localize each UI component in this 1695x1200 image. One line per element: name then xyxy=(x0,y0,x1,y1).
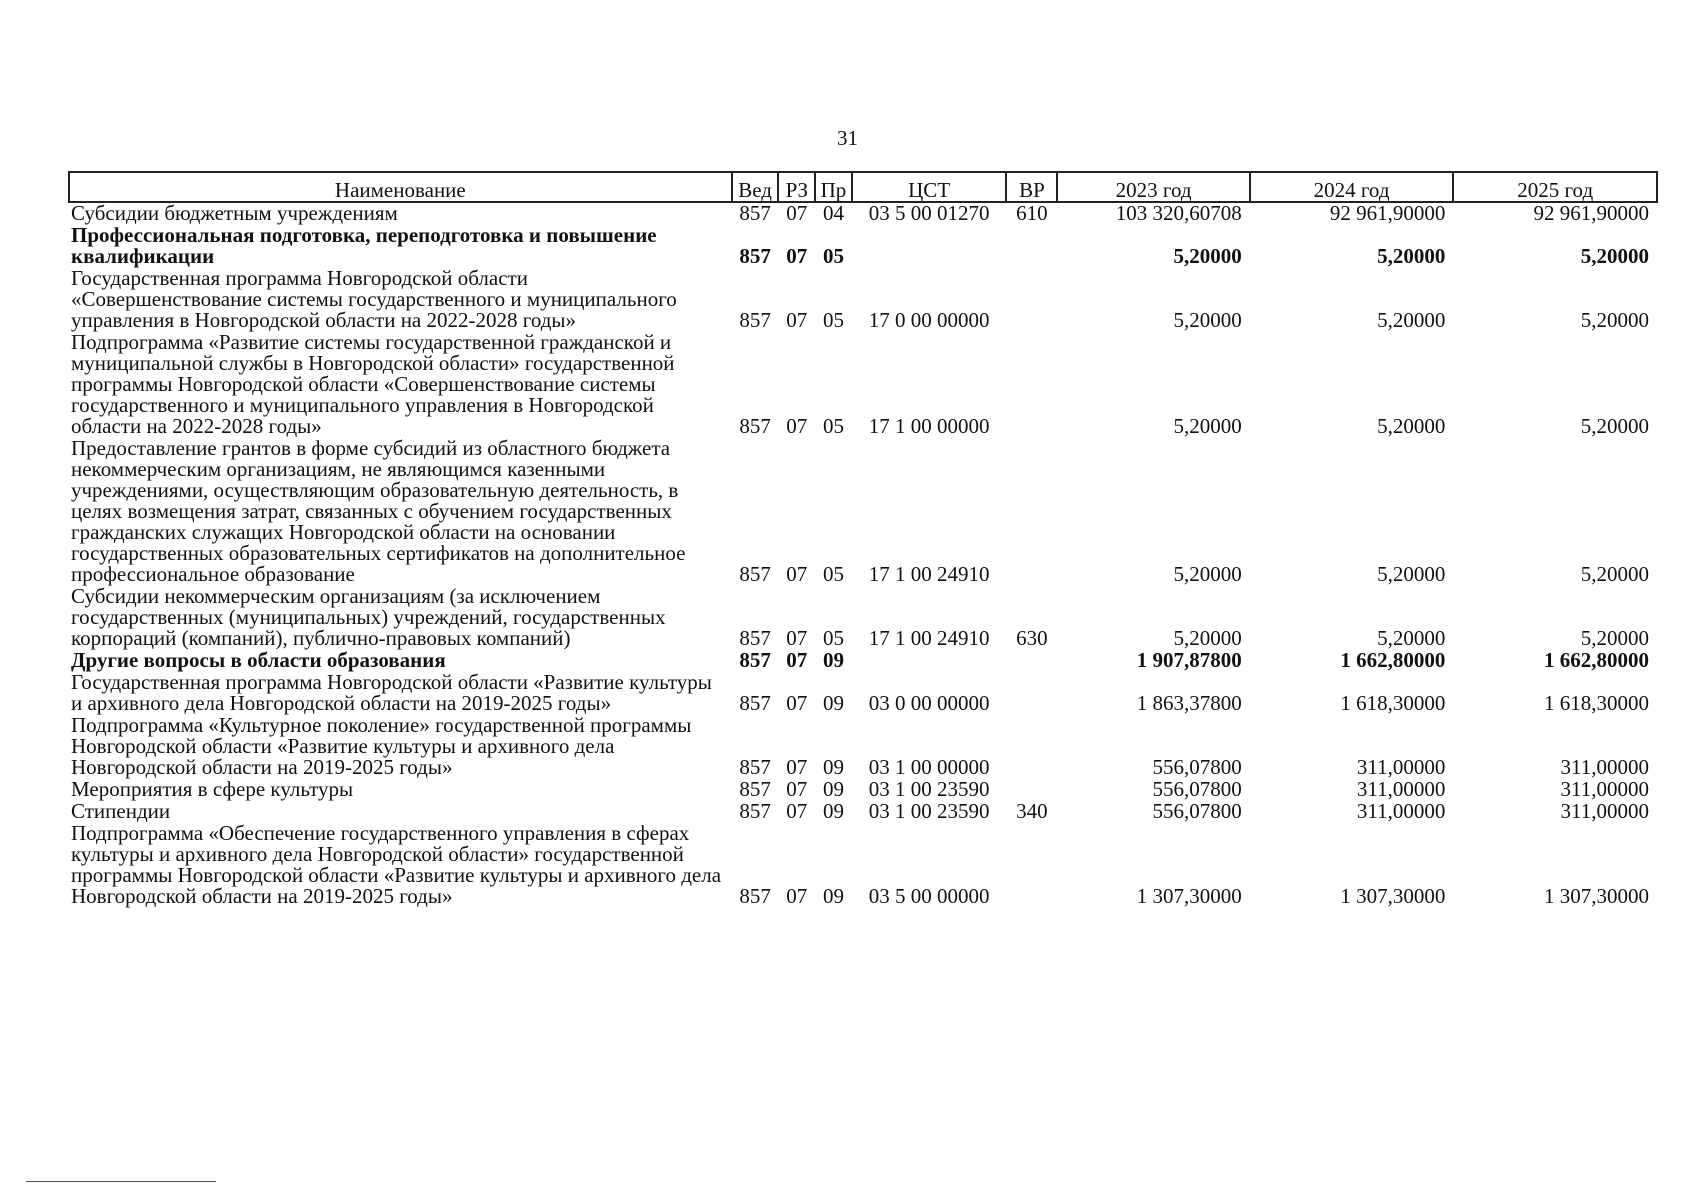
cell-vr xyxy=(1006,672,1057,715)
cell-year-2023: 5,20000 xyxy=(1173,562,1242,586)
cell-vr xyxy=(1006,225,1057,268)
cell-ved: 857 xyxy=(739,755,771,779)
cell-vr xyxy=(1006,715,1057,779)
cell-cst xyxy=(852,650,1007,672)
cell-year-2023: 5,20000 xyxy=(1173,308,1242,332)
cell-cst: 03 1 00 00000 xyxy=(868,755,990,779)
cell-ved: 857 xyxy=(739,691,771,715)
table-row xyxy=(69,225,1657,268)
cell-cst: 17 1 00 24910 xyxy=(868,562,990,586)
cell-year-2023: 556,07800 xyxy=(1152,755,1242,779)
cell-year-2025: 1 618,30000 xyxy=(1544,691,1649,715)
table-row xyxy=(69,586,1657,650)
cell-year-2024: 5,20000 xyxy=(1377,414,1446,438)
cell-rz: 07 xyxy=(786,799,808,823)
cell-year-2024: 311,00000 xyxy=(1356,777,1446,801)
cell-year-2024: 311,00000 xyxy=(1356,755,1446,779)
cell-year-2023: 5,20000 xyxy=(1173,626,1242,650)
table-row xyxy=(69,672,1657,715)
cell-name: Подпрограмма «Культурное поколение» государственной программы Новгородской области «Развитие культуры и архивного дела Новгородской области на 2019-2025 годы» xyxy=(71,713,692,779)
cell-name: Мероприятия в сфере культуры xyxy=(71,777,354,801)
table-row xyxy=(69,268,1657,332)
cell-vr xyxy=(1006,823,1057,908)
budget-table xyxy=(68,171,1658,908)
cell-year-2024: 1 662,80000 xyxy=(1340,648,1446,672)
cell-cst: 03 1 00 23590 xyxy=(868,799,990,823)
cell-year-2025: 5,20000 xyxy=(1580,562,1649,586)
table-row xyxy=(69,715,1657,779)
cell-rz: 07 xyxy=(786,414,808,438)
cell-pr: 09 xyxy=(822,648,844,672)
cell-year-2025: 5,20000 xyxy=(1580,308,1649,332)
cell-ved: 857 xyxy=(739,648,771,672)
header-ved: Вед xyxy=(732,172,779,202)
cell-pr: 09 xyxy=(822,884,844,908)
cell-rz: 07 xyxy=(786,244,808,268)
table-row xyxy=(69,438,1657,586)
cell-rz: 07 xyxy=(786,201,808,225)
cell-year-2025: 92 961,90000 xyxy=(1533,201,1649,225)
table-row xyxy=(69,779,1657,801)
cell-pr: 09 xyxy=(822,691,844,715)
cell-ved: 857 xyxy=(739,884,771,908)
cell-year-2024: 5,20000 xyxy=(1377,626,1446,650)
cell-name: Государственная программа Новгородской области «Развитие культуры и архивного дела Новгородской области на 2019-2025 годы» xyxy=(71,670,712,715)
cell-pr: 05 xyxy=(822,626,844,650)
cell-year-2024: 1 618,30000 xyxy=(1340,691,1446,715)
cell-year-2025: 311,00000 xyxy=(1560,799,1649,823)
header-name: Наименование xyxy=(69,172,732,202)
cell-name: Другие вопросы в области образования xyxy=(71,648,446,672)
header-vr: ВР xyxy=(1006,172,1057,202)
cell-ved: 857 xyxy=(739,626,771,650)
table-body xyxy=(69,202,1657,908)
cell-year-2024: 5,20000 xyxy=(1377,308,1446,332)
cell-ved: 857 xyxy=(739,201,771,225)
cell-ved: 857 xyxy=(739,414,771,438)
footer-rule xyxy=(26,1181,216,1182)
cell-rz: 07 xyxy=(786,777,808,801)
cell-year-2025: 311,00000 xyxy=(1560,755,1649,779)
cell-name: Предоставление грантов в форме субсидий из областного бюджета некоммерческим организациям, не являющимся казенными учреждениями, осуществляющим образовательную деятельность, в целях возмещения затрат, связанных с обучением государственных гражданских служащих Новгородской области на основании государственных образовательных сертификатов на дополнительное профессиональное образование xyxy=(71,436,686,586)
cell-vr: 340 xyxy=(1016,799,1048,823)
cell-cst: 03 5 00 00000 xyxy=(868,884,990,908)
cell-pr: 05 xyxy=(822,414,844,438)
table-row xyxy=(69,202,1657,225)
header-rz: РЗ xyxy=(778,172,815,202)
cell-rz: 07 xyxy=(786,884,808,908)
cell-year-2023: 5,20000 xyxy=(1173,244,1242,268)
cell-name: Государственная программа Новгородской области «Совершенствование системы государственного и муниципального управления в Новгородской области на 2022-2028 годы» xyxy=(71,266,677,332)
cell-vr xyxy=(1006,332,1057,438)
table-row xyxy=(69,650,1657,672)
cell-ved: 857 xyxy=(739,308,771,332)
table-row xyxy=(69,332,1657,438)
cell-pr: 09 xyxy=(822,777,844,801)
cell-cst: 03 0 00 00000 xyxy=(868,691,990,715)
cell-year-2025: 1 307,30000 xyxy=(1544,884,1649,908)
cell-ved: 857 xyxy=(739,777,771,801)
cell-year-2025: 5,20000 xyxy=(1580,244,1649,268)
cell-rz: 07 xyxy=(786,648,808,672)
cell-year-2023: 5,20000 xyxy=(1173,414,1242,438)
cell-year-2025: 311,00000 xyxy=(1560,777,1649,801)
cell-vr xyxy=(1006,779,1057,801)
cell-year-2024: 311,00000 xyxy=(1356,799,1446,823)
cell-cst: 03 1 00 23590 xyxy=(868,777,990,801)
cell-pr: 05 xyxy=(822,308,844,332)
cell-year-2023: 1 863,37800 xyxy=(1136,691,1242,715)
cell-cst xyxy=(852,225,1007,268)
page-number: 31 xyxy=(837,126,858,150)
cell-year-2024: 5,20000 xyxy=(1377,244,1446,268)
cell-ved: 857 xyxy=(739,799,771,823)
header-2025: 2025 год xyxy=(1453,172,1657,202)
table-row xyxy=(69,801,1657,823)
cell-pr: 05 xyxy=(822,244,844,268)
cell-ved: 857 xyxy=(739,244,771,268)
header-cst: ЦСТ xyxy=(852,172,1007,202)
cell-rz: 07 xyxy=(786,755,808,779)
cell-vr: 610 xyxy=(1016,201,1048,225)
cell-year-2023: 103 320,60708 xyxy=(1115,201,1242,225)
cell-year-2025: 1 662,80000 xyxy=(1544,648,1649,672)
cell-name: Подпрограмма «Развитие системы государственной гражданской и муниципальной службы в Новгородской области» государственной программы Новгородской области «Совершенствование системы государственного и муниципального управления в Новгородской области на 2022-2028 годы» xyxy=(71,330,675,438)
cell-pr: 09 xyxy=(822,755,844,779)
cell-rz: 07 xyxy=(786,626,808,650)
cell-pr: 04 xyxy=(822,201,844,225)
cell-name: Субсидии некоммерческим организациям (за исключением государственных (муниципальных) учреждений, государственных корпораций (компаний), публично-правовых компаний) xyxy=(71,584,666,650)
cell-rz: 07 xyxy=(786,691,808,715)
cell-cst: 17 1 00 00000 xyxy=(868,414,990,438)
cell-year-2024: 5,20000 xyxy=(1377,562,1446,586)
cell-cst: 17 0 00 00000 xyxy=(868,308,990,332)
cell-name: Профессиональная подготовка, переподготовка и повышение квалификации xyxy=(71,223,657,268)
cell-name: Подпрограмма «Обеспечение государственного управления в сферах культуры и архивного дела Новгородской области» государственной программы Новгородской области «Развитие культуры и архивного дела Новгородской области на 2019-2025 годы» xyxy=(71,821,722,908)
cell-vr xyxy=(1006,650,1057,672)
table-header-row xyxy=(69,172,1657,202)
cell-year-2025: 5,20000 xyxy=(1580,414,1649,438)
cell-year-2023: 1 907,87800 xyxy=(1136,648,1242,672)
cell-pr: 05 xyxy=(822,562,844,586)
cell-name: Стипендии xyxy=(71,799,171,823)
cell-cst: 03 5 00 01270 xyxy=(868,201,990,225)
cell-vr: 630 xyxy=(1016,626,1048,650)
cell-ved: 857 xyxy=(739,562,771,586)
cell-name: Субсидии бюджетным учреждениям xyxy=(71,201,398,225)
header-2023: 2023 год xyxy=(1057,172,1249,202)
header-pr: Пр xyxy=(815,172,852,202)
cell-year-2023: 556,07800 xyxy=(1152,777,1242,801)
table-row xyxy=(69,823,1657,908)
cell-year-2023: 1 307,30000 xyxy=(1136,884,1242,908)
cell-year-2023: 556,07800 xyxy=(1152,799,1242,823)
cell-rz: 07 xyxy=(786,562,808,586)
cell-year-2024: 1 307,30000 xyxy=(1340,884,1446,908)
cell-year-2025: 5,20000 xyxy=(1580,626,1649,650)
cell-cst: 17 1 00 24910 xyxy=(868,626,990,650)
cell-year-2024: 92 961,90000 xyxy=(1329,201,1446,225)
cell-vr xyxy=(1006,438,1057,586)
cell-rz: 07 xyxy=(786,308,808,332)
cell-pr: 09 xyxy=(822,799,844,823)
header-2024: 2024 год xyxy=(1250,172,1454,202)
cell-vr xyxy=(1006,268,1057,332)
